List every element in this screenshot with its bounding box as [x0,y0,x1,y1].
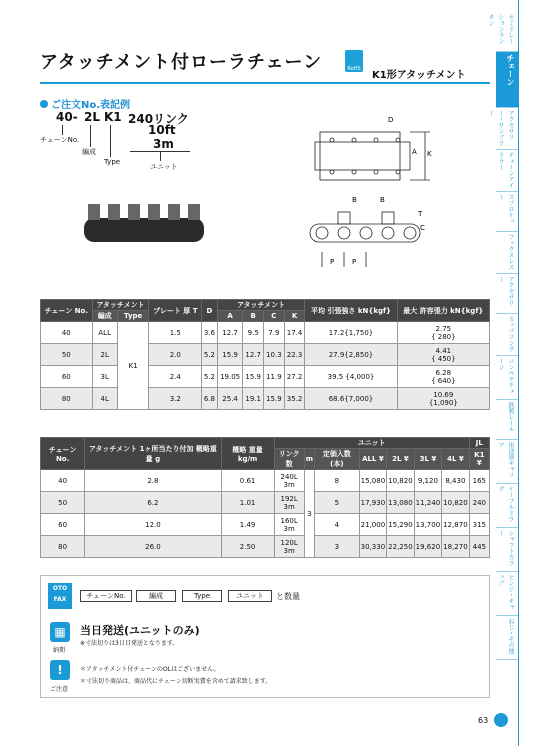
calendar-icon: ▦ [50,622,70,642]
sidebar-item-9[interactable]: 鉄製レール [496,400,518,440]
price-table: チェーン No. アタッチメント 1ヶ所当たり付加 概略重量 g 概略 重量 kg/m ユニット JL リンク数 m 定価入数 (本) ALL ¥ 2L ¥ 3L ¥ 4L ¥ K1 ¥ 40 2.8 0.61 240L 3m 3 8 15,080 10,820 9,120 8,430 165 50 6.2 1.01 192L 3m 5 17,930 13,080 11,240 10,820 240 60 12.0 1.49 160L 3m 4 21,000 15,290 13,700 12,870 315 80 26.0 2.50 120L 3m 3 30,330 22,250 19,620 18,270 445 [40,437,490,558]
same-day-note: ※寸法切りは3日目発送となります。 [80,640,179,647]
qty-label: と数量 [276,592,300,601]
table-row: 60 3L 2.4 5.2 19.05 15.9 11.9 27.2 39.5 {4,000} 6.28 { 640} [41,366,490,388]
page-subtitle: K1形アタッチメント [372,70,466,81]
sidebar-item-chain[interactable]: チェーン [496,52,518,108]
label-type: Type [104,158,121,166]
dim-a: A [412,148,417,156]
sidebar-item-7[interactable]: カップリング [496,314,518,356]
code-ft: 10ft [148,123,176,137]
top-view-diagram [300,112,435,187]
sidebar-item-11[interactable]: ケーブルドラグ [496,484,518,528]
sidebar-item-4[interactable]: スプロケット [496,192,518,232]
sidebar-item-0[interactable]: セミドレーションランタン [496,12,518,52]
label-chain-no: チェーンNo. [40,136,80,144]
form-box-type: Type [182,590,222,602]
order-example-heading: ご注文No.表記例 [40,96,130,111]
caution-icon: ! [50,660,70,680]
sidebar-item-10[interactable]: 用途別キャリア [496,440,518,484]
sidebar-item-8[interactable]: コンペヤチェーン [496,356,518,400]
spec-table: チェーン No. アタッチメント プレート 厚 T D アタッチメント 平均 引張強さ kN{kgf} 最大 許容張力 kN{kgf} 編成 Type A B C K 40 ALL K1 1.5 3.6 12.7 9.5 7.9 17.4 17.2{1,750} 2.75 { 280} 50 2L 2.0 5.2 15.9 12.7 10.3 22.3 27.9{2,850} 4.41 { 450} 60 3L 2.4 5.2 19.05 15.9 11.9 27.2 39.5 {4,000} 6.28 { 640} 80 4L 3.2 6.8 25.4 19.1 15.9 35.2 68.6{7,000} 10.69 {1,090} [40,299,490,410]
page-number: 63 [478,716,489,725]
table-row: 80 4L 3.2 6.8 25.4 19.1 15.9 35.2 68.6{7,000} 10.69 {1,090} [41,388,490,410]
dim-b1: B [352,196,357,204]
page-title: アタッチメント付ローラチェーン [40,52,323,73]
page-dot [494,713,508,727]
sidebar-item-3[interactable]: チェーンアイドラー [496,150,518,192]
delivery-label: 納期 [53,647,66,654]
table-row: 50 2L 2.0 5.2 15.9 12.7 10.3 22.3 27.9{2,850} 4.41 { 450} [41,344,490,366]
form-box-chain: チェーンNo. [80,590,132,602]
note-1: ＊アタッチメント付チェーンのOLはございません。 [80,666,220,673]
sidebar-divider [518,0,519,746]
sidebar-item-6[interactable]: アクセサリー [496,274,518,314]
table-row: 50 6.2 1.01 192L 3m 5 17,930 13,080 11,240 10,820 240 [41,492,490,514]
table-row: 80 26.0 2.50 120L 3m 3 30,330 22,250 19,620 18,270 445 [41,536,490,558]
code-type: K1 [104,110,122,124]
label-unit: ユニット [150,163,178,171]
dim-k: K [427,150,432,158]
dim-p2: P [352,258,357,266]
bullet-icon [40,100,48,108]
caution-label: ご注意 [50,686,69,693]
chain-photo [74,196,214,256]
same-day-heading: 当日発送(ユニットのみ) [80,624,200,637]
sidebar-item-12[interactable]: シャフトカラー [496,528,518,572]
code-m: 3m [153,137,174,151]
table-row: 60 12.0 1.49 160L 3m 4 21,000 15,290 13,700 12,870 315 [41,514,490,536]
dim-t: T [418,210,423,218]
code-chain: 40- [56,110,78,124]
sidebar-item-5[interactable]: フックスレス [496,232,518,274]
table-row: 40 2.8 0.61 240L 3m 3 8 15,080 10,820 9,120 8,430 165 [41,470,490,492]
dim-p1: P [330,258,335,266]
fax-icon: OTO FAX [48,583,72,609]
form-box-unit: ユニット [228,590,272,602]
note-2: ＊寸法切り商品は、商品代にチェーン切断実費を含めて請求致します。 [80,678,272,685]
dim-b2: B [380,196,385,204]
dim-d: D [388,116,394,124]
title-underline [40,82,490,84]
form-box-form: 編成 [136,590,176,602]
dim-c: C [420,224,425,232]
sidebar-item-2[interactable]: アクセサリー・サンプラー [496,108,518,150]
sidebar-item-13[interactable]: ヒンジ・キャップ [496,572,518,616]
sidebar-item-14[interactable]: ねじ・その他 [496,616,518,660]
label-form: 編成 [82,148,96,156]
code-links: 240リンク [128,112,189,126]
table-row: 40 ALL K1 1.5 3.6 12.7 9.5 7.9 17.4 17.2{1,750} 2.75 { 280} [41,322,490,344]
rohs-badge: RoHS [345,50,363,72]
side-view-diagram [300,192,435,277]
code-form: 2L [84,110,100,124]
